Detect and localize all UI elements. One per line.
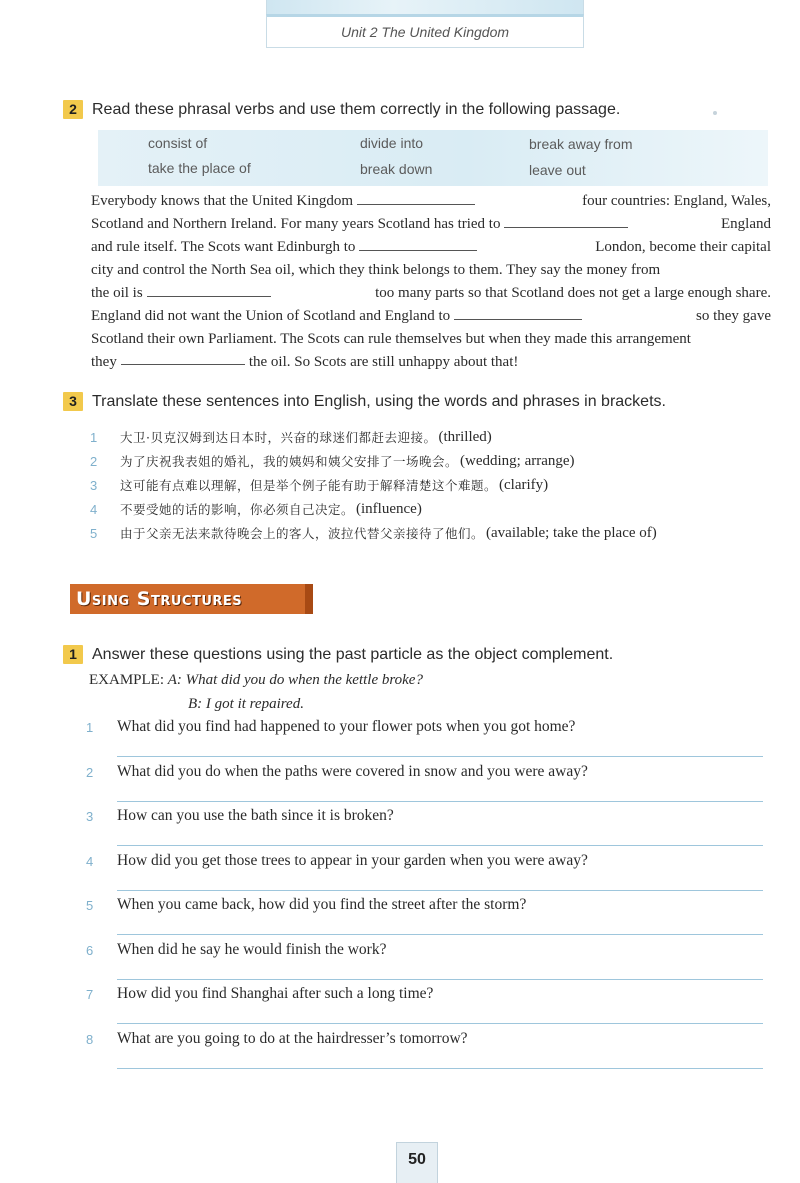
passage-line: Scotland their own Parliament. The Scots can rule themselves but when they made this arrangement — [91, 331, 691, 347]
passage-line: England did not want the Union of Scotland and England to so they gave — [91, 308, 771, 324]
passage — [91, 190, 771, 374]
exercise-number-badge: 1 — [63, 645, 83, 664]
question-list — [86, 718, 766, 1074]
answer-blank[interactable] — [504, 214, 628, 228]
answer-blank[interactable] — [357, 191, 475, 205]
page-number-box — [396, 1142, 438, 1183]
example-answer: B: I got it repaired. — [188, 696, 304, 712]
list-item: 3 这可能有点难以理解，但是举个例子能有助于解释清楚这个难题。 (clarify) — [90, 476, 549, 493]
banner-shadow — [305, 584, 313, 614]
decorative-dot — [713, 111, 717, 115]
passage-line: they the oil. So Scots are still unhappy about that! — [91, 351, 771, 374]
word-item: leave out — [529, 162, 586, 178]
word-item: take the place of — [148, 160, 251, 176]
exercise-number-badge: 3 — [63, 392, 83, 411]
answer-line[interactable] — [117, 1023, 763, 1024]
translation-list — [90, 425, 780, 545]
answer-line[interactable] — [117, 1068, 763, 1069]
answer-blank[interactable] — [121, 351, 245, 365]
question-item: 5 When you came back, how did you find the street after the storm? — [86, 896, 766, 941]
list-item: 5 由于父亲无法来款待晚会上的客人，波拉代替父亲接待了他们。 (available; take the place of) — [90, 524, 657, 541]
question-item: 7 How did you find Shanghai after such a long time? — [86, 985, 766, 1030]
page-number: 50 — [408, 1151, 426, 1168]
example-question: A: What did you do when the kettle broke? — [167, 672, 423, 688]
word-item: break down — [360, 161, 433, 177]
exercise-3-instruction: Translate these sentences into English, using the words and phrases in brackets. — [92, 392, 666, 410]
answer-blank[interactable] — [147, 283, 271, 297]
answer-blank[interactable] — [454, 306, 582, 320]
question-item: 2 What did you do when the paths were covered in snow and you were away? — [86, 763, 766, 808]
list-item: 1 大卫·贝克汉姆到达日本时，兴奋的球迷们都赶去迎接。 (thrilled) — [90, 428, 492, 445]
word-item: consist of — [148, 135, 208, 151]
structures-exercise-1-heading — [63, 645, 613, 664]
exercise-number-badge: 2 — [63, 100, 83, 119]
example-a — [89, 672, 423, 689]
passage-line: Everybody knows that the United Kingdom four countries: England, Wales, — [91, 193, 771, 209]
passage-line: and rule itself. The Scots want Edinburgh to London, become their capital — [91, 239, 771, 255]
passage-line: the oil is too many parts so that Scotland does not get a large enough share. — [91, 285, 771, 301]
answer-line[interactable] — [117, 934, 763, 935]
list-item: 4 不要受她的话的影响，你必须自己决定。 (influence) — [90, 500, 422, 517]
example-label: EXAMPLE: — [89, 672, 164, 688]
answer-line[interactable] — [117, 801, 763, 802]
question-item: 6 When did he say he would finish the work? — [86, 941, 766, 986]
question-item: 1 What did you find had happened to your flower pots when you got home? — [86, 718, 766, 763]
header-decoration — [266, 0, 584, 14]
passage-line: Scotland and Northern Ireland. For many years Scotland has tried to England — [91, 216, 771, 232]
answer-line[interactable] — [117, 845, 763, 846]
unit-title: Unit 2 The United Kingdom — [340, 24, 510, 40]
unit-header — [266, 14, 584, 48]
list-item: 2 为了庆祝我表姐的婚礼，我的姨妈和姨父安排了一场晚会。 (wedding; arrange) — [90, 452, 575, 469]
exercise-3-heading — [63, 392, 666, 411]
structures-exercise-1-instruction: Answer these questions using the past particle as the object complement. — [92, 645, 614, 663]
answer-blank[interactable] — [359, 237, 477, 251]
exercise-2-instruction: Read these phrasal verbs and use them correctly in the following passage. — [92, 100, 621, 118]
section-banner — [70, 584, 312, 614]
answer-line[interactable] — [117, 756, 763, 757]
answer-line[interactable] — [117, 979, 763, 980]
answer-line[interactable] — [117, 890, 763, 891]
question-item: 3 How can you use the bath since it is broken? — [86, 807, 766, 852]
question-item: 4 How did you get those trees to appear in your garden when you were away? — [86, 852, 766, 897]
word-item: divide into — [360, 135, 424, 151]
exercise-2-heading — [63, 100, 620, 119]
question-item: 8 What are you going to do at the hairdresser’s tomorrow? — [86, 1030, 766, 1075]
passage-line: city and control the North Sea oil, which they think belongs to them. They say the money from — [91, 262, 661, 278]
section-banner-title: Using Structures — [76, 588, 243, 610]
word-item: break away from — [529, 136, 633, 152]
phrasal-verb-box — [98, 130, 768, 186]
